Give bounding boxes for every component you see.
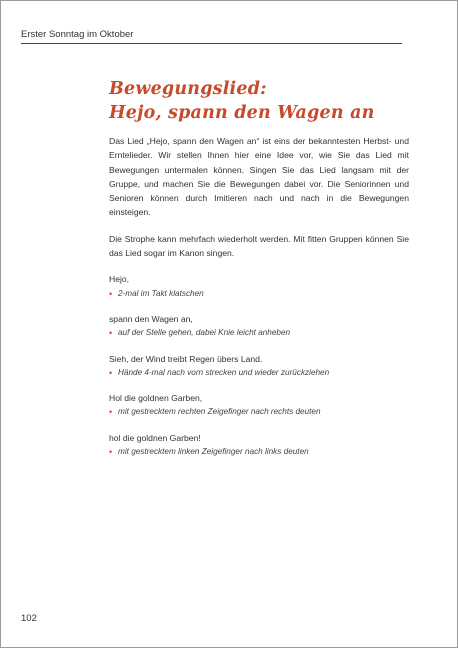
intro-paragraph: Das Lied „Hejo, spann den Wagen an“ ist eins der bekanntesten Herbst- und Erntelieder. Wir stellen Ihnen hier eine Idee vor, wie Sie das Lied mit Bewegungen untermalen können. Singen Sie das Lied langsam mit der Gruppe, und machen Sie die Bewegungen dabei vor. Die Seniorinnen und Senioren können durch Imitieren nach und nach in die Bewegungen einsteigen. bbox=[109, 136, 409, 218]
bullet-icon: • bbox=[109, 328, 113, 339]
movement-instruction: • mit gestrecktem linken Zeigefinger nach links deuten bbox=[109, 445, 409, 459]
running-head: Erster Sonntag im Oktober bbox=[21, 29, 134, 40]
movement-instruction: • 2-mal im Takt klatschen bbox=[109, 287, 409, 301]
lyric-line: Sieh, der Wind treibt Regen übers Land. bbox=[109, 353, 263, 364]
page-number: 102 bbox=[21, 613, 37, 624]
bullet-icon: • bbox=[109, 407, 113, 418]
lyric-line: spann den Wagen an, bbox=[109, 313, 193, 324]
stanza-3 bbox=[109, 352, 409, 381]
lyric-line: Hejo, bbox=[109, 274, 130, 285]
title-line-2: Hejo, spann den Wagen an bbox=[109, 103, 375, 123]
repeat-paragraph: Die Strophe kann mehrfach wiederholt werden. Mit fitten Gruppen können Sie das Lied sogar im Kanon singen. bbox=[109, 233, 409, 259]
stanza-5 bbox=[109, 431, 409, 460]
bullet-icon: • bbox=[109, 447, 113, 458]
song-title bbox=[109, 77, 409, 125]
bullet-icon: • bbox=[109, 367, 113, 378]
header-rule bbox=[21, 43, 402, 44]
bullet-icon: • bbox=[109, 288, 113, 299]
title-line-1: Bewegungslied: bbox=[109, 79, 267, 99]
movement-instruction: • Hände 4-mal nach vorn strecken und wieder zurückziehen bbox=[109, 366, 409, 380]
stanza-1 bbox=[109, 272, 409, 301]
movement-instruction: • mit gestrecktem rechten Zeigefinger nach rechts deuten bbox=[109, 405, 409, 419]
page-content bbox=[109, 134, 409, 470]
lyric-line: hol die goldnen Garben! bbox=[109, 432, 201, 443]
stanza-2 bbox=[109, 312, 409, 341]
movement-instruction: • auf der Stelle gehen, dabei Knie leicht anheben bbox=[109, 326, 409, 340]
stanza-4 bbox=[109, 391, 409, 420]
lyric-line: Hol die goldnen Garben, bbox=[109, 393, 203, 404]
